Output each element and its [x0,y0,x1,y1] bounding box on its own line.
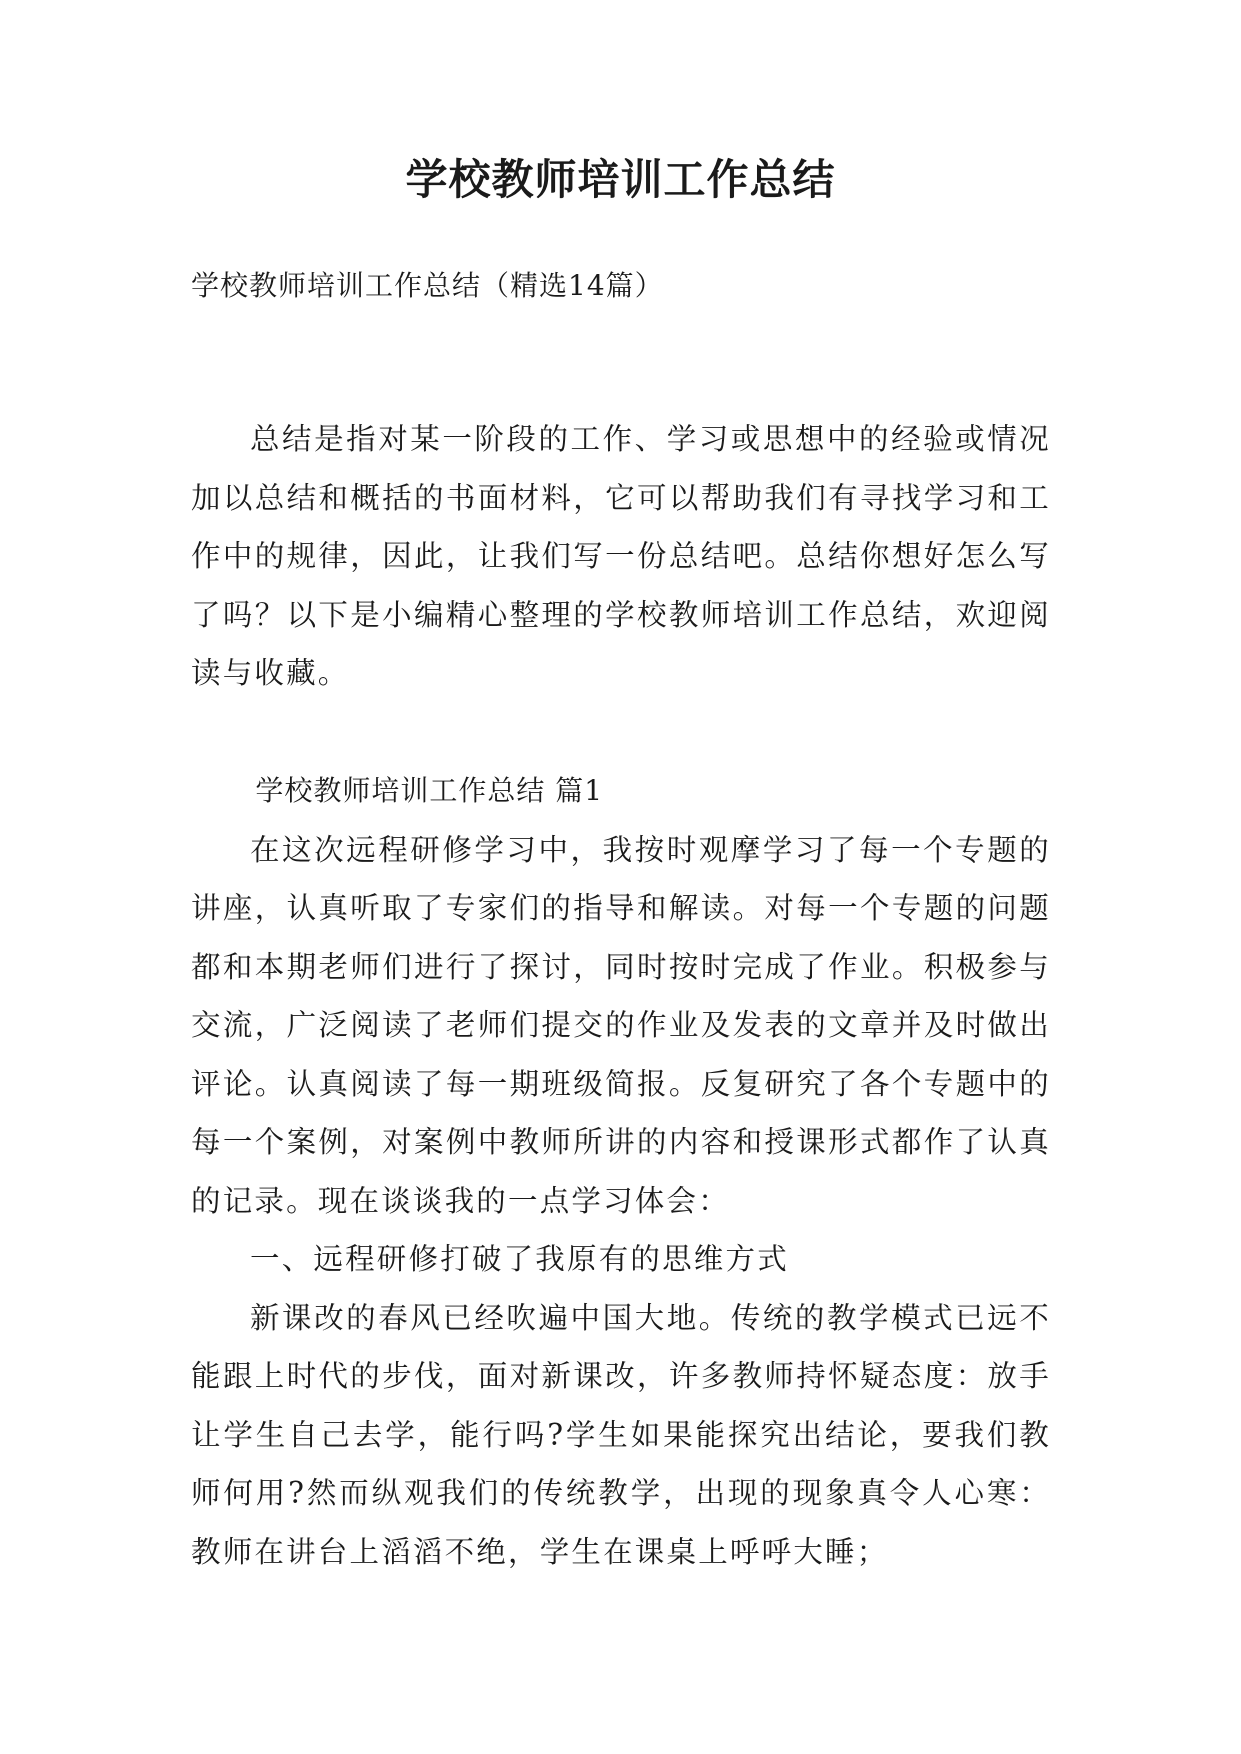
document-subtitle: 学校教师培训工作总结（精选14篇） [191,269,664,302]
point-heading: 一、远程研修打破了我原有的思维方式 [250,1242,789,1276]
intro-paragraph: 总结是指对某一阶段的工作、学习或思想中的经验或情况加以总结和概括的书面材料，它可以帮助我们有寻找学习和工作中的规律，因此，让我们写一份总结吧。总结你想好怎么写了吗？以下是小编精心整理的学校教师培训工作总结，欢迎阅读与收藏。 [191,422,1051,690]
document-body [191,410,1051,1581]
section-heading: 学校教师培训工作总结 篇1 [255,773,604,807]
paragraph-spacer [191,703,1051,761]
body-paragraph: 新课改的春风已经吹遍中国大地。传统的教学模式已远不能跟上时代的步伐，面对新课改，许多教师持怀疑态度：放手让学生自己去学，能行吗?学生如果能探究出结论，要我们教师何用?然而纵观我们的传统教学，出现的现象真令人心寒：教师在讲台上滔滔不绝，学生在课桌上呼呼大睡； [191,1300,1051,1569]
body-paragraph: 在这次远程研修学习中，我按时观摩学习了每一个专题的讲座，认真听取了专家们的指导和解读。对每一个专题的问题都和本期老师们进行了探讨，同时按时完成了作业。积极参与交流，广泛阅读了老师们提交的作业及发表的文章并及时做出评论。认真阅读了每一期班级简报。反复研究了各个专题中的每一个案例，对案例中教师所讲的内容和授课形式都作了认真的记录。现在谈谈我的一点学习体会： [191,832,1051,1218]
document-title: 学校教师培训工作总结 [405,155,836,204]
